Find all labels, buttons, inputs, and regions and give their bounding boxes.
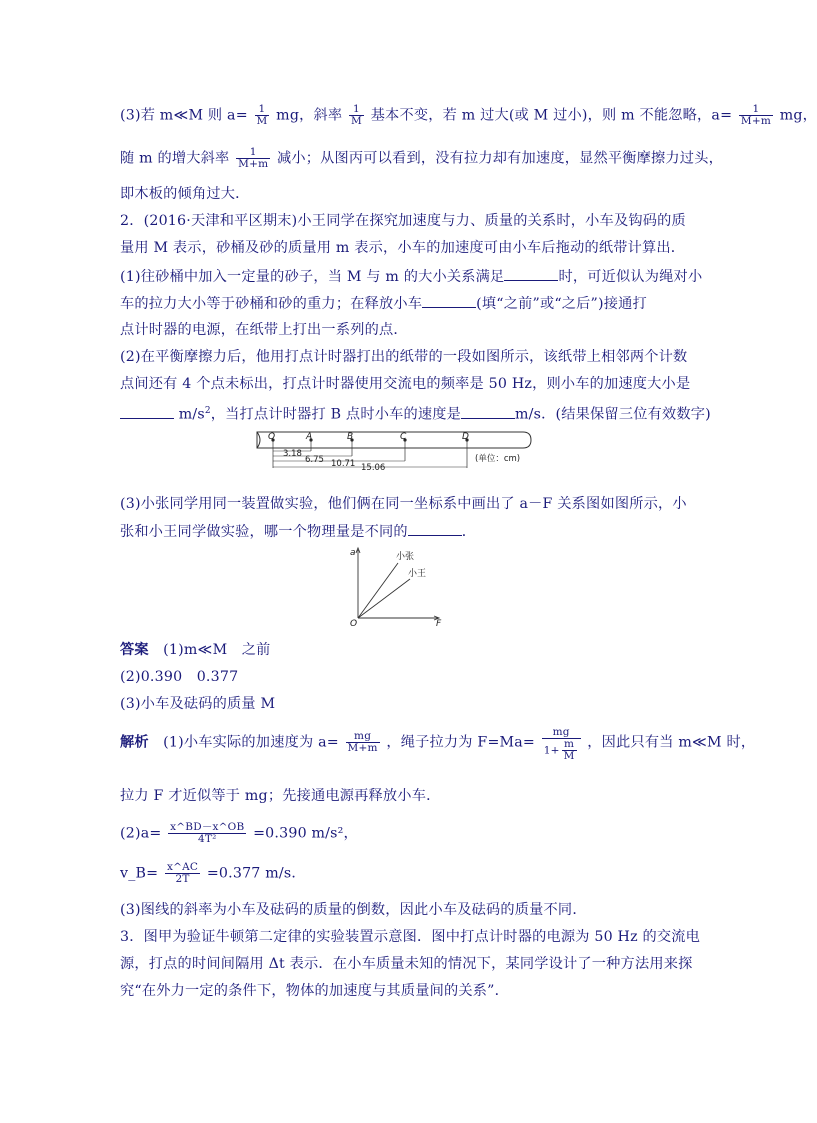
fraction-denominator: 4T² xyxy=(198,833,217,845)
line-xiaozhang xyxy=(358,563,398,618)
label-b: B xyxy=(347,432,354,442)
q2-sub2-line-1: (2)在平衡摩擦力后，他用打点计时器打出的纸带的一段如图所示，该纸带上相邻两个计数 xyxy=(120,349,688,365)
fraction-numerator: 1 xyxy=(349,104,364,116)
label-c: C xyxy=(400,432,407,442)
analysis-line-5: (3)图线的斜率为小车及砝码的质量的倒数，因此小车及砝码的质量不同． xyxy=(120,902,587,918)
text: 1+ xyxy=(543,744,560,757)
q2-sub2-line-2: 点间还有 4 个点未标出，打点计时器使用交流电的频率是 50 Hz，则小车的加速度大小是 xyxy=(120,376,691,392)
paper-tape-figure xyxy=(255,428,535,473)
q3-line-2: 源，打点的时间间隔用 Δt 表示．在小车质量未知的情况下，某同学设计了一种方法用来探 xyxy=(120,956,693,972)
answer-blank xyxy=(461,404,515,419)
answer-blank xyxy=(120,404,174,419)
line-xiaowang xyxy=(358,579,410,618)
text: m/s．(结果保留三位有效数字) xyxy=(515,406,711,423)
fraction-numerator: x^BD－x^OB xyxy=(170,821,245,833)
analysis-label: 解析 xyxy=(120,734,149,751)
text: v_B= xyxy=(120,865,159,882)
q2-sub3-line-1: (3)小张同学用同一装置做实验，他们俩在同一坐标系中画出了 a－F 关系图如图所示，小 xyxy=(120,496,687,512)
distance-od: 15.06 xyxy=(361,463,386,473)
fraction xyxy=(349,104,364,127)
origin-label: O xyxy=(350,619,358,629)
fraction-numerator: 1 xyxy=(739,104,773,116)
fraction-numerator: 1 xyxy=(255,104,270,116)
answer-line-3: (3)小车及砝码的质量 M xyxy=(120,696,276,712)
distance-oc: 10.71 xyxy=(331,459,356,469)
fraction xyxy=(168,822,246,845)
distance-ob: 6.75 xyxy=(305,455,324,465)
q3-line-3: 究“在外力一定的条件下，物体的加速度与其质量间的关系”． xyxy=(120,983,509,999)
fraction-denominator: M xyxy=(256,115,268,127)
text: 张和小王同学做实验，哪一个物理量是不同的 xyxy=(120,524,408,540)
text: =0.377 m/s． xyxy=(206,865,306,882)
text: (2)a= xyxy=(120,825,162,842)
answer-blank xyxy=(504,266,558,281)
superscript: 2 xyxy=(204,406,211,416)
text: ，当打点计时器打 B 点时小车的速度是 xyxy=(210,406,462,423)
text: =0.390 m/s²， xyxy=(253,825,358,842)
q3-line-1: 3．图甲为验证牛顿第二定律的实验装置示意图．图中打点计时器的电源为 50 Hz 的交流电 xyxy=(120,929,701,945)
analysis-line-1 xyxy=(120,726,756,762)
line-label-xiaowang: 小王 xyxy=(408,569,427,579)
para-3-line-2 xyxy=(120,146,723,170)
fraction-denominator xyxy=(542,739,581,762)
q2-line-2: 量用 M 表示，砂桶及砂的质量用 m 表示，小车的加速度可由小车后拖动的纸带计算出． xyxy=(120,240,686,256)
text: (1)m≪M 之前 xyxy=(163,642,271,658)
a-f-graph xyxy=(346,546,446,629)
fraction-denominator: 2T xyxy=(175,873,190,885)
label-o: O xyxy=(268,432,276,442)
analysis-line-2: 拉力 F 才近似等于 mg；先接通电源再释放小车． xyxy=(120,788,441,804)
text: 车的拉力大小等于砂桶和砂的重力；在释放小车 xyxy=(120,296,423,312)
analysis-line-3 xyxy=(120,822,680,845)
q2-sub1-line-1 xyxy=(120,266,703,287)
text: 减小；从图丙可以看到，没有拉力却有加速度，显然平衡摩擦力过头， xyxy=(276,150,723,167)
text: 时，可近似认为绳对小 xyxy=(558,269,703,285)
text: (1)往砂桶中加入一定量的砂子，当 M 与 m 的大小关系满足 xyxy=(120,269,505,285)
text: ． xyxy=(461,524,477,540)
fraction-denominator: M xyxy=(563,750,575,762)
label-a: A xyxy=(306,432,313,442)
fraction xyxy=(562,739,577,762)
para-3-line-1 xyxy=(120,103,817,127)
compound-fraction xyxy=(542,727,581,762)
fraction xyxy=(255,104,270,127)
text: 基本不变，若 m 过大(或 M 过小)，则 m 不能忽略，a= xyxy=(370,107,733,124)
tape-outline xyxy=(257,432,531,448)
fraction xyxy=(739,104,773,127)
text: 随 m 的增大斜率 xyxy=(120,150,230,167)
fraction-numerator: 1 xyxy=(236,147,270,159)
analysis-line-4 xyxy=(120,862,680,885)
q2-sub1-line-3: 点计时器的电源，在纸带上打出一系列的点． xyxy=(120,322,408,338)
answer-blank xyxy=(408,521,462,536)
fraction-numerator: mg xyxy=(346,731,380,743)
text: (3)若 m≪M 则 a= xyxy=(120,107,248,124)
fraction xyxy=(165,862,200,885)
q2-sub2-line-3 xyxy=(120,401,711,425)
fraction-numerator: mg xyxy=(542,727,581,739)
y-axis-label: a xyxy=(350,548,356,558)
fraction-numerator: m xyxy=(562,739,577,751)
label-d: D xyxy=(462,432,469,442)
fraction xyxy=(236,147,270,170)
text: mg，斜率 xyxy=(276,107,343,124)
fraction-denominator: M+m xyxy=(238,158,269,170)
q2-sub1-line-2 xyxy=(120,293,680,314)
text: (填“之前”或“之后”)接通打 xyxy=(476,296,647,312)
x-axis-label: F xyxy=(436,619,442,629)
answer-label: 答案 xyxy=(120,642,149,658)
fraction-numerator: x^AC xyxy=(166,861,199,873)
fraction-denominator: M+m xyxy=(347,742,378,754)
text: mg， xyxy=(779,107,817,124)
q2-sub3-line-2 xyxy=(120,521,680,542)
unit-label: (单位：cm) xyxy=(475,454,521,464)
q2-line-1: 2．(2016·天津和平区期末)小王同学在探究加速度与力、质量的关系时，小车及钩码的质 xyxy=(120,213,686,229)
answer-line-2: (2)0.390 0.377 xyxy=(120,669,239,685)
para-3-line-3: 即木板的倾角过大． xyxy=(120,186,250,202)
fraction-denominator: M+m xyxy=(740,115,771,127)
answer-line-1 xyxy=(120,640,680,660)
answer-blank xyxy=(422,293,476,308)
fraction xyxy=(346,731,380,754)
distance-oa: 3.18 xyxy=(283,449,302,459)
text: ，绳子拉力为 F=Ma= xyxy=(386,734,535,751)
text: ，因此只有当 m≪M 时， xyxy=(587,734,756,751)
line-label-xiaozhang: 小张 xyxy=(396,552,415,562)
text: m/s xyxy=(178,406,205,423)
fraction-denominator: M xyxy=(351,115,362,127)
text: (1)小车实际的加速度为 a= xyxy=(163,734,339,751)
